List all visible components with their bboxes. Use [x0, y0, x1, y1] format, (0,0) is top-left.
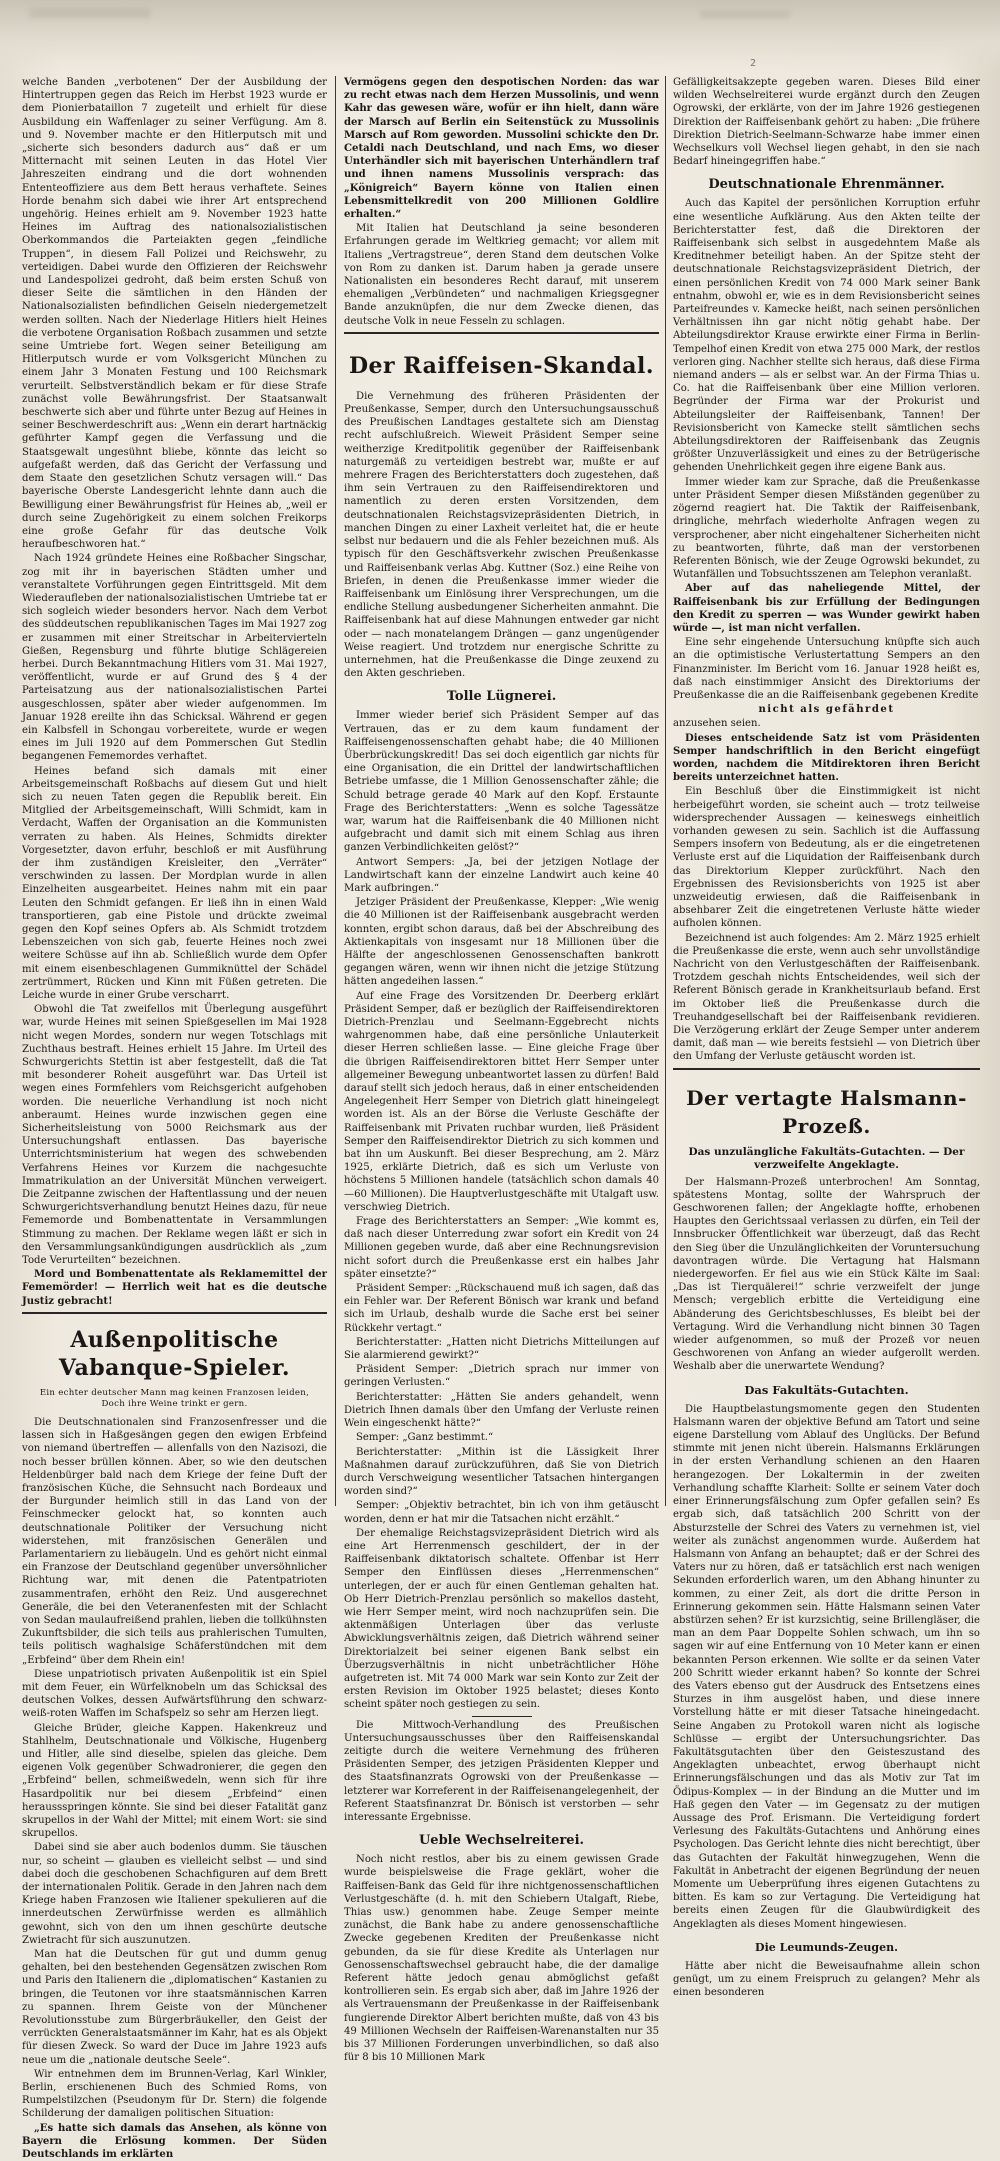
article-paragraph: Berichterstatter: „Hatten nicht Dietrichs Mitteilungen auf Sie alarmierend gewirkt?“ [344, 1336, 659, 1362]
article-paragraph: „Es hatte sich damals das Ansehen, als könne von Bayern die Erlösung kommen. Der Süden Deutschlands im erklärten [22, 2122, 327, 2161]
article-paragraph: Vermögens gegen den despotischen Norden: das war zu recht etwas nach dem Herzen Mussolinis, und wenn Kahr das gewesen wäre, wofür er ihn hielt, dann wäre der Marsch auf Berlin ein Seitenstück zu Mussolinis Marsch auf Rom geworden. Mussolini schickte den Dr. Cetaldi nach Deutschland, und nach Ems, wo dieser Unterhändler sich mit bayerischen Unterhändlern traf und ihnen namens Mussolinis versprach: das „Königreich“ Bayern könne von Italien einen Lebensmittelkredit von 200 Millionen Goldlire erhalten.“ [344, 77, 659, 221]
article-paragraph: Semper: „Objektiv betrachtet, bin ich von ihm getäuscht worden, denn er hat mir die Tatsachen nicht erzählt.“ [344, 1500, 659, 1525]
column-3 [673, 76, 980, 1999]
article-paragraph: Die Deutschnationalen sind Franzosenfresser und die lassen sich in Haßgesängen gegen den ewigen Erbfeind von niemand übertreffen — allenfalls von den Nazisozi, die noch besser brüllen können. Aber, so wie den deutschen Heldenbürger bald nach dem Kriege der feine Duft der französischen Küche, die Sehnsucht nach Bordeaux und der Burgunder heimlich still in das Land von der Feinschmecker gelockt hat, so konnten auch deutschnationale Politiker der Versuchung nicht widerstehen, mit französischen Generälen und Parlamentariern zu liebäugeln. Und es gehört nicht einmal ein Franzose der Deutschland gegenüber unversöhnlicher Richtung war, mit denen die Patentpatrioten zusammentrafen, erhöht den Reiz. Und ausgerechnet Generäle, die bei den Veteranenfesten mit der Schlacht von Sedan maulaufreißend prahlen, lieben die tollkühnsten Zukunftsbilder, die sich teils aus prahlerischen Tumulten, teils politisch waghalsige Schäferstündchen mit dem „Erbfeind“ über dem Rhein ein! [22, 1416, 327, 1666]
subhead-leumunds-zeugen: Die Leumunds-Zeugen. [755, 1940, 898, 1954]
column-2 [344, 76, 659, 2064]
article-paragraph: Bezeichnend ist auch folgendes: Am 2. März 1925 erhielt die Preußenkasse die erste, wenn auch sehr unvollständige Nachricht von den Verlustgeschäften der Raiffeisenbank. Trotzdem geschah nichts Entscheidendes, weil sich der Referent Bönisch gerade in Krankheitsurlaub befand. Erst im Oktober ließ die Preußenkasse durch die Treuhandgesellschaft bei der Raiffeisenbank revidieren. Die Verzögerung erklärt der Zeuge Semper unter anderem damit, daß man — wie bereits festsiehl — von Dietrich über den Umfang der Verluste getäuscht worden ist. [673, 932, 980, 1063]
article-paragraph: Präsident Semper: „Dietrich sprach nur immer von geringen Verlusten.“ [344, 1364, 659, 1389]
article-paragraph: Immer wieder kam zur Sprache, daß die Preußenkasse unter Präsident Semper diesen Mißständen gegenüber zu zögernd reagiert hat. Die Taktik der Raiffeisenbank, dringliche, mehrfach wiederholte Anfragen wegen zu versprochener, aber nicht eingehaltener Sicherheiten nicht zu beantworten, führte, daß man der verstorbenen Referenten Bönisch, wie der Zeuge Ogrowski bekundet, zu Wutanfällen und Tobsuchtsszenen am Telephon veranlaßt. [673, 476, 980, 581]
article-paragraph: Der ehemalige Reichstagsvizepräsident Dietrich wird als eine Art Herrenmensch geschildert, der in der Raiffeisenbank diktatorisch schaltete. Offenbar ist Herr Semper den Einflüssen dieses „Herrenmenschen“ unterlegen, der er auch für einen Gentleman gehalten hat. Ob Herr Dietrich-Prenzlau persönlich so makellos dasteht, wie Herr Semper meint, wird noch nachzuprüfen sein. Die aktenmäßigen Unterlagen über das verluste Abwicklungsverhältnis zeigen, daß Dietrich während seiner Direktorialzeit bei seiner eigenen Bank selbst ein Überzugsverhältnis in nicht unbeträchtlicher Höhe aufgetreten ist. Mit 74 000 Mark war sein Konto zur Zeit der ersten Revision im Oktober 1925 belastet; dieses Konto scheint später noch gestiegen zu sein. [344, 1527, 659, 1711]
subhead-uebel-wechselreiterei: Ueble Wechselreiterei. [418, 1833, 585, 1849]
headline-aussenpolitische: Außenpolitische Vabanque-Spieler. [58, 1326, 291, 1381]
headline-halsmann-prozess: Der vertagte Halsmann-Prozeß. [686, 1085, 967, 1138]
article-paragraph: Obwohl die Tat zweifellos mit Überlegung ausgeführt war, wurde Heines mit seinen Spießgesellen im Mai 1928 nicht wegen Mordes, sondern nur wegen Totschlags mit Zuchthaus bestraft. Heines erhielt 15 Jahre. Im Urteil des Schwurgerichts Stettin ist aber festgestellt, daß die Tat mit besonderer Roheit ausgeführt war. Das Urteil ist wegen eines Formfehlers vom Reichsgericht aufgehoben worden. Die neuerliche Verhandlung ist noch nicht anberaumt. Heines wurde inzwischen gegen eine Sicherheitsleistung von 5000 Reichsmark aus der Untersuchungshaft entlassen. Das bayerische Unterrichtsministerium hat wegen des schwebenden Verfahrens Heines vor Kurzem die nachgesuchte Immatrikulation an der Universität München verweigert. Die Zeitpanne zwischen der Haftentlassung und der neuen Schwurgerichtsverhandlung benutzt Heines dazu, für neue Fememorde und Bombenattentate in Versammlungen Stimmung zu machen. Der Reklame wegen läßt er sich in den Versammlungsankündigungen ausdrücklich als „zum Tode Verurteilten“ bezeichnen. [22, 1004, 327, 1267]
article-paragraph: Frage des Berichterstatters an Semper: „Wie kommt es, daß nach dieser Unterredung zwar sofort ein Kredit von 24 Millionen gegeben wurde, daß aber eine Rechnungsrevision nicht sofort durch die Preußenkasse erst ein halbes Jahr später einsetzte?“ [344, 1216, 659, 1280]
motto-line: Ein echter deutscher Mann mag keinen Franzosen leiden, [39, 1387, 310, 1398]
article-paragraph: Dabei sind sie aber auch bodenlos dumm. Sie täuschen nur, so scheint — glauben es vielleicht selbst — und sind dabei doch die geschobenen Schachfiguren auf dem Brett der internationalen Politik. Gerade in den Jahren nach dem Kriege haben Franzosen wie Italiener spekulieren auf die innerdeutschen Zerwürfnisse werden es allmählich gewohnt, sich von den um ihnen geschürte deutsche Zwietracht für sich auszunutzen. [22, 1842, 327, 1946]
article-paragraph: Hätte aber nicht die Beweisaufnahme allein schon genügt, um zu einem Freispruch zu gelangen? Mehr als einen besonderen [673, 1960, 980, 1999]
subhead-tolle-luegnerei: Tolle Lügnerei. [446, 689, 557, 705]
article-paragraph: Diese unpatriotisch privaten Außenpolitik ist ein Spiel mit dem Feuer, ein Würfelknobeln um das Schicksal des deutschen Volkes, dessen Aufwärtsführung den schwarz-weiß-roten Waffen im Schafspelz so sehr am Herzen liegt. [22, 1668, 327, 1720]
article-paragraph: Die Vernehmung des früheren Präsidenten der Preußenkasse, Semper, durch den Untersuchungsausschuß des Preußischen Landtages gestaltete sich am Dienstag recht aufschlußreich. Wieweit Präsident Semper seine weitherzige Kreditpolitik gegenüber der Raiffeisenbank naturgemäß zu verteidigen bestrebt war, mußte er auf mehrere Fragen des Berichterstatters doch zugestehen, daß ihm sein Vertrauen zu den Raiffeisendirektoren und namentlich zu deren ersten Vorsitzenden, dem deutschnationalen Reichstagsvizepräsidenten Dietrich, in manchen Dingen zu einer Laxheit verleitet hat, die er heute selbst nur bedauern und die als Fehler bezeichnen muß. Als typisch für den Geschäftsverkehr zwischen Preußenkasse und Raiffeisenbank verlas Abg. Kuttner (Soz.) eine Reihe von Briefen, in denen die Preußenkasse immer wieder die Raiffeisenbank um Einlösung ihrer Versprechungen, um die endliche Stellung ausbedungener Sicherheiten anmahnt. Die Raiffeisenbank hat auf diese Mahnungen entweder gar nicht oder — nach monatelangem Drängen — ganz ungenügender Weise reagiert. Und trotzdem nur energische Schritte zu unternehmen, hat die Preußenkasse die Dinge zeuxend zu den Akten geschrieben. [344, 390, 659, 680]
article-separator [344, 332, 659, 334]
subhead-fakultaets-gutachten: Das Fakultäts-Gutachten. [744, 1382, 909, 1397]
article-paragraph: Man hat die Deutschen für gut und dumm genug gehalten, bei den bestehenden Gegensätzen zwischen Rom und Paris den Italienern die „diplomatischen“ Kastanien zu bringen, die Teutonen vor ihre staatsmännischen Karren zu spannen. Ihrem Geiste von der Münchener Revolutionsstube zum Bürgerbräukeller, den Geist der verrückten Generalstaatsmänner im Kahr, hat es als Objekt für diesen Zweck. So ward der Duce im Jahre 1923 aufs neue um die „nationale deutsche Seele“. [22, 1949, 328, 2066]
article-paragraph: Heines befand sich damals mit einer Arbeitsgemeinschaft Roßbachs auf diesem Gut und hielt sich zu neuen Taten gegen die Republik bereit. Ein Mitglied der Arbeitsgemeinschaft, Willi Schmidt, kam in Verdacht, Waffen der Organisation an die Kommunisten verraten zu haben. Als Heines, Schmidts direkter Vorgesetzter, davon erfuhr, beschloß er mit Ausführung der ihm zuständigen Kreisleiter, den „Verräter“ verschwinden zu lassen. Der Mordplan wurde in allen Einzelheiten ausgearbeitet. Heines nahm mit ein paar Leuten den Schmidt gefangen. Er ließ ihn in einen Wald transportieren, gab eine Pistole und drückte zweimal gegen den Kopf seines Opfers ab. Als Schmidt trotzdem Lebenszeichen von sich gab, feuerte Heines noch zwei weitere Schüsse auf ihn ab. Schließlich wurde dem Opfer mit einem eisenbeschlagenen Gummiknüttel der Schädel zertrümmert, Rücken und Kinn mit Füßen getreten. Die Leiche wurde in einer Grube verscharrt. [22, 765, 327, 1002]
article-paragraph: Der Halsmann-Prozeß unterbrochen! Am Sonntag, spätestens Montag, sollte der Wahrspruch der Geschworenen fallen; der Angeklagte hoffte, erhobenen Hauptes den Gerichtssaal verlassen zu dürfen, ein Teil der Innsbrucker Öffentlichkeit war überzeugt, daß das Recht den Sieg über die Unzulänglichkeiten der Voruntersuchung davontragen würde. Die Vertagung hat Halsmann niedergeworfen. Er fiel aus wie ein Stück Kälte im Saal: „Das ist Tierquälerei!“ schrie verzweifelt der junge Mensch; vergeblich erbitte die Verteidigung eine Abänderung des Gerichtsbeschlusses, Es bleibt bei der Vertagung. Wird die Verhandlung nicht binnen 30 Tagen wieder aufgenommen, so muß der Prozeß vor neuen Geschworenen von Anfang an wieder aufgerollt werden. Weshalb aber die unerwartete Wendung? [673, 1176, 980, 1373]
column-1 [22, 76, 328, 2161]
article-paragraph: anzusehen seien. [673, 718, 761, 730]
article-paragraph: Gefälligkeitsakzepte gegeben waren. Dieses Bild einer wilden Wechselreiterei wurde ergänzt durch den Zeugen Ogrowski, der erklärte, von der im Jahre 1926 gestiegenen Direktion der Raiffeisenbank gehört zu haben: „Die frühere Direktion Dietrich-Seelmann-Schwarze habe immer einen Wechselkurs voll Wechsel liegen gehabt, in den sie nach Bedarf hineingegriffen habe.“ [673, 77, 980, 168]
article-paragraph: Ein Beschluß über die Einstimmigkeit ist nicht herbeigeführt worden, sie scheint auch — trotz teilweise widersprechender Aussagen — keineswegs einheitlich vorhanden gewesen zu sein. Sachlich ist die Auffassung Sempers insofern von Bedeutung, als er die eingetretenen Verluste erst auf die Liquidation der Raiffeisenbank durch das Direktorium Klepper zurückführt. Nach den Ergebnissen des Revisionsberichts von 1925 ist aber unzweideutig erwiesen, daß die Raiffeisenbank in absehbarer Zeit die eingetretenen Verluste hätte wieder aufholen können. [673, 786, 980, 930]
column-rule [335, 76, 336, 1506]
article-paragraph: Berichterstatter: „Hätten Sie anders gehandelt, wenn Dietrich Ihnen damals über den Umfang der Verluste reinen Wein eingeschenkt hätte?“ [344, 1391, 659, 1430]
article-paragraph: Nach 1924 gründete Heines eine Roßbacher Singschar, zog mit ihr in bayerischen Städten umher und veranstaltete Vorführungen gegen Eintrittsgeld. Mit dem Wiederaufleben der nationalsozialistischen Umtriebe tat er sich sogleich wieder besonders hervor. Nach dem Verbot des süddeutschen republikanischen Tages im Mai 1927 zog er zusammen mit einer Streitschar in Arbeitervierteln Gießen, Regensburg und führte blutige Schlägereien herbei. Durch Bekanntmachung Hitlers vom 31. Mai 1927, veröffentlicht, wurde er auf Grund des § 4 der Parteisatzung aus der nationalsozialistischen Partei ausgeschlossen, später aber wieder aufgenommen. Im Januar 1928 ereilte ihn das Schicksal. Während er gegen ein Kalbsfell in Schongau vorbereitete, wurde er wegen eines im Juli 1920 auf dem Pommerschen Gut Stedlin begangenen Fememordes verhaftet. [22, 553, 327, 763]
motto-line: Doch ihre Weine trinkt er gern. [101, 1398, 248, 1409]
article-paragraph: Die Hauptbelastungsmomente gegen den Studenten Halsmann waren der objektive Befund am Tatort und seine eigene Darstellung vom Ablauf des Unglücks. Der Befund stimmte mit jenen nicht überein. Halsmanns Erklärungen in der ersten Verhandlung schienen an den Haaren herangezogen. Der Lokaltermin in der zweiten Verhandlung schaffte Klarheit: Sollte er seinem Vater doch einer Erinnerungsfälschung zum Opfer gefallen sein? Es ergab sich, daß tatsächlich 200 Schritt von der Absturzstelle der Schrei des Vaters zu vernehmen ist, viel weiter als zunächst angenommen wurde. Außerdem hat Halsmann von Anfang an behauptet; daß er der Schrei des Vaters nur zu hören, daß er tatsächlich erst nach wenigen Sekunden erforderlich waren, um den Abhang hinunter zu kommen, zu einer Zeit, als dort die dritte Person in Erinnerung gekommen sein. Hätte Halsmann seinen Vater abstürzen sehen? Er ist kurzsichtig, seine Brillengläser, die man an dem Paar Doppelte Sohlen schwach, um ihn so sagen wir auf eine Entfernung von 10 Meter kann er einen bekannten Person erkennen. Wie sollte er da seinen Vater 200 Schritt wieder erkannt haben? So konnte der Schrei des Vaters ebenso gut der Ausdruck des Entsetzens eines Sturzes in ihm ausgelöst haben, und diese innere Vorstellung hätte er mit dieser Tatsache hineingedacht. Seine Angaben zu Protokoll waren nicht als logische Schlüsse — ergibt der Untersuchungsrichter. Das Fakultätsgutachten über den Geisteszustand des Angeklagten unbeachtet, erwog überhaupt nicht Erinnerungsfälschungen und das als Motiv zur Tat im Ödipus-Komplex — in der Bindung an die Mutter und im Haß gegen den Vater — im Gegensatz zu der mutigen Aussage des Prof. Erismann. Die Verteidigung fordert Verlesung des Fakultäts-Gutachtens und Anhörung eines Psychologen. Das Gericht lehnte dies nicht berechtigt, über das Gutachten der Fakultät hinwegzugehen, Wenn die Fakultät in Anbetracht der eigenen Begründung der neuen Momente um Ueberprüfung ihres eigenen Gutachtens zu bitten. Es kam so zur Vertagung. Die Verteidigung hat bereits einen Zeugen für die Glaubwürdigkeit des Angeklagten als dieses Moment hingewiesen. [673, 1403, 980, 1930]
article-paragraph: Auf eine Frage des Vorsitzenden Dr. Deerberg erklärt Präsident Semper, daß er bezüglich der Raiffeisendirektoren Dietrich-Prenzlau und Seelmann-Eggebrecht nichts wahrgenommen habe, daß eine persönliche Unlauterkeit dieser Herren schließen lasse. — Eine gleiche Frage über die übrigen Raiffeisendirektoren bittet Herr Semper unter allgemeiner Bewegung unbeantwortet lassen zu dürfen! Bald darauf stellt sich jedoch heraus, daß in einer entscheidenden Angelegenheit Herr Semper von Dietrich glatt hineingelegt worden ist. Als an der Börse die Verluste Geschäfte der Raiffeisenbank mit Privaten ruchbar wurden, ließ Präsident Semper den Raiffeisendirektor Dietrich zu sich kommen und bat ihn um Auskunft. Bei dieser Besprechung, am 2. März 1925, erklärte Dietrich, daß es sich um Verluste von höchstens 5 Millionen handele (tatsächlich schon damals 40—60 Millionen). Die Hauptverlustgeschäfte mit Utalgaft usw. verschwieg Dietrich. [344, 990, 659, 1213]
article-paragraph: Mit Italien hat Deutschland ja seine besonderen Erfahrungen gerade im Weltkrieg gemacht; vor allem mit Italiens „Vertragstreue“, deren Stand dem deutschen Volke von Rom zu danken ist. Darum haben ja gerade unsere Nationalisten ein besonderes Recht darauf, mit unserem ehemaligen „Verbündeten“ und nachmaligen Kriegsgegner Bande anzuknüpfen, die nur dem Zwecke dienen, das deutsche Volk in neue Fesseln zu schlagen. [344, 223, 659, 327]
article-paragraph: Jetziger Präsident der Preußenkasse, Klepper: „Wie wenig die 40 Millionen ist der Raiffeisenbank ausgebracht werden konnten, ergibt schon daraus, daß bei der Abschreibung des Aktienkapitals von insgesamt nur 18 Millionen über die Hälfte der angeschlossenen Genossenschaften bankrott gegangen wären, wenn wir ihnen nicht die jetzige Stützung hätten angedeihen lassen.“ [344, 897, 659, 988]
ink-smudge [700, 10, 790, 18]
article-paragraph: Dieses entscheidende Satz ist vom Präsidenten Semper handschriftlich in den Bericht eingefügt worden, nachdem die Mitdirektoren ihren Bericht bereits unterzeichnet hatten. [673, 732, 980, 784]
article-paragraph: Wir entnehmen dem im Brunnen-Verlag, Karl Winkler, Berlin, erschienenen Buch des Schmied Roms, von Rumpelstilzchen (Pseudonym für Dr. Stern) die folgende Schilderung der damaligen politischen Situation: [22, 2068, 327, 2120]
article-paragraph: Antwort Sempers: „Ja, bei der jetzigen Notlage der Landwirtschaft kann der einzelne Landwirt auch keine 40 Mark aufbringen.“ [344, 856, 659, 894]
article-paragraph: Aber auf das naheliegende Mittel, der Raiffeisenbank bis zur Erfüllung der Bedingungen den Kredit zu sperren — was Wunder gewirkt haben würde —, ist man nicht verfallen. [673, 583, 980, 634]
subhead-ehrenmaenner: Deutschnationale Ehrenmänner. [708, 177, 945, 193]
article-paragraph: Mord und Bombenattentate als Reklamemittel der Fememörder! — Herrlich weit hat es die deutsche Justiz gebracht! [22, 1269, 327, 1307]
article-paragraph: Immer wieder berief sich Präsident Semper auf das Vertrauen, das er zu dem kaum fundament der Raiffeisengenossenschaften gehabt habe; die 40 Millionen Überbrückungskredit! Das sei doch eigentlich gar nichts für eine Organisation, die ein Drittel der landwirtschaftlichen Betriebe umfasse, die 1 Million Genossenschafter zähle; die Schuld betrage gerade 40 Mark auf den Kopf. Erstaunte Frage des Berichterstatters: „Wenn es solche Tagessätze war, warum hat die Raiffeisenbank die 40 Millionen nicht aufgebracht und damit sich mit einem Schlag aus ihren ganzen Verbindlichkeiten gelöst?“ [344, 710, 659, 854]
article-paragraph: Semper: „Ganz bestimmt.“ [356, 1432, 494, 1444]
headline-raiffeisen-skandal: Der Raiffeisen-Skandal. [348, 352, 655, 379]
worn-top-edge [0, 0, 1000, 70]
ink-smudge [30, 8, 150, 18]
article-separator [22, 1312, 327, 1314]
article-paragraph: Berichterstatter: „Mithin ist die Lässigkeit Ihrer Maßnahmen darauf zurückzuführen, daß Sie von Dietrich durch Verschweigung wesentlicher Tatsachen hintergangen worden sind?“ [344, 1446, 659, 1498]
article-paragraph: Präsident Semper: „Rückschauend muß ich sagen, daß das ein Fehler war. Der Referent Bönisch war krank und befand sich im Urlaub, deshalb wurde die Sache erst bei seiner Rückkehr vertagt.“ [344, 1283, 659, 1334]
article-paragraph: Noch nicht restlos, aber bis zu einem gewissen Grade wurde beispielsweise die Frage geklärt, woher die Raiffeisen-Bank das Geld für ihre nichtgenossenschaftlichen Verlustgeschäfte (d. h. mit den Schiebern Utalgaft, Riebe, Thias usw.) genommen habe. Zeuge Semper meinte zunächst, die Bank habe zu andere genossenschaftliche Zwecke gegebenen Krediten der Preußenkasse nicht gebunden, da sie für diese Kredite als Unterlagen nur Genossenschaftswechsel gebraucht habe, die der damalige Referent hätte jedoch genau abmöglichst gefaßt kontrollieren sein. Es ergab sich aber, daß im Jahre 1926 der als Vertrauensmann der Preußenkasse in der Raiffeisenbank fungierende Direktor Albert berichten mußte, daß von 43 bis 49 Millionen Wechseln der Raiffeisen-Warenanstalten nur 35 bis 37 Millionen Forderungen unverbindlichen, so daß also für 8 bis 10 Millionen Mark [344, 1854, 659, 2064]
subheadline-halsmann: Das unzulängliche Fakultäts-Gutachten. — Der verzweifelte Angeklagte. [688, 1145, 965, 1171]
article-separator [673, 1068, 980, 1070]
article-paragraph: welche Banden „verbotenen“ Der der Ausbildung der Hintertruppen gegen das Reich im Herbst 1923 wurde er dem Pionierbataillon 7 zugeteilt und erhielt für diese Ausbildung ein Waffenlager zu seiner Verfügung. Am 8. und 9. November machte er den Hitlerputsch mit und „sicherte sich besonders dadurch aus“ daß er um Mitternacht mit seinen Leuten in das Hotel Vier Jahreszeiten eindrang und die dort wohnenden Ententeoffiziere aus dem Bett heraus verhaftete. Seines Horde benahm sich dabei wie ihrer Art entsprechend ungehörig. Heines erhielt am 9. November 1923 hatte Heines im Auftrag des nationalsozialistischen Oberkommandos die Parteiakten gegen „feindliche Truppen“, in diesem Fall Polizei und Reichswehr, zu verteidigen. Dabei wurde den Offizieren der Reichswehr und Landespolizei gedroht, daß beim ersten Schuß von dieser Seite die sämtlichen in den Händen der Nationalsozialisten befindlichen Geiseln niedergemetzelt werden sollten. Nach der Niederlage Hitlers hielt Heines die verbotene Organisation Roßbach zusammen und setzte seine Umtriebe fort. Wegen seiner Beteiligung am Hitlerputsch wurde er vom Volksgericht München zu einem Jahr 3 Monaten Festung und 100 Reichsmark verurteilt. Selbstverständlich bekam er für diese Strafe zunächst volle Bewährungsfrist. Der Staatsanwalt beschwerte sich aber und führte unter Bezug auf Heines in seiner Beschwerdeschrift aus: „Wenn ein derart hartnäckig geführter Kampf gegen die Verfassung und die Staatsgewalt ungesühnt bliebe, könnte das leicht so aufgefaßt werden, daß das Gericht der Verfassung und dem Staate den gesetzlichen Schutz versagen will.“ Das bayerische Oberste Landesgericht lehnte dann auch die Bewilligung einer Bewährungsfrist für Heines ab, „weil er durch seine Zugehörigkeit zu einem solchen Freikorps eine große Gefahr für das deutsche Volk heraufbeschworen hat.“ [22, 77, 327, 551]
page-mark: 2 [750, 58, 757, 69]
article-paragraph: Auch das Kapitel der persönlichen Korruption erfuhr eine wesentliche Aufklärung. Aus den Akten teilte der Berichterstatter fest, daß die Direktoren der Raiffeisenbank sich selbst in ausgedehntem Maße als Kreditnehmer beteiligt haben. An der Spitze steht der deutschnationale Reichstagsvizepräsident Dietrich, der einen persönlichen Kredit von 74 000 Mark seiner Bank entnahm, obwohl er, wie es in dem Revisionsbericht seines Parteifreundes v. Kamecke heißt, nach seinen persönlichen Verhältnissen ihn gar nicht nötig gehabt habe. Der Abteilungsdirektor Krause erwirkte einer Firma in Berlin-Tempelhof einen Kredit von etwa 275 000 Mark, der restlos verloren ging. Nachher stellte sich heraus, daß diese Firma niemand anders — als er selbst war. An der Firma Thias u. Co. hat die Raiffeisenbank über eine Million verloren. Begründer der Firma war der Prokurist und Abteilungsleiter der Raiffeisenbank, Tannen! Der Revisionsbericht von Kamecke stellt sämtlichen sechs Abteilungsdirektoren der Raiffeisenbank das Zeugnis größter Unzuverlässigkeit und eines zu der Betrügerische gehenden Unehrlichkeit gegen ihre eigene Bank aus. [673, 198, 980, 474]
article-paragraph: Eine sehr eingehende Untersuchung knüpfte sich auch an die optimistische Verlustertattung Sempers an den Finanzminister. Im Bericht vom 16. Januar 1928 heißt es, daß nach einstimmiger Ansicht des Direktoriums der Preußenkasse die an die Raiffeisenbank gegebenen Kredite [673, 637, 980, 701]
article-separator [472, 1716, 532, 1717]
article-paragraph: Gleiche Brüder, gleiche Kappen. Hakenkreuz und Stahlhelm, Deutschnationale und Völkische, Hugenberg und Hitler, alle sind dieselbe, spielen das gleiche. Dem eigenen Volk gegenüber Schwadronierer, die gegen den „Erbfeind“ bellen, schmeißwedeln, wenn sich für ihre Hasardpolitik nur bei diesem „Erbfeind“ einen heraussspringen könnte. Sie sind bei dieser Fatalität ganz skrupellos in der Wahl der Mittel; mit einem Wort: sie sind skrupellos. [22, 1722, 327, 1840]
column-rule [665, 76, 666, 1506]
article-paragraph: Die Mittwoch-Verhandlung des Preußischen Untersuchungsausschusses über den Raiffeisenskandal zeitigte durch die weitere Vernehmung des früheren Präsidenten Semper, des jetzigen Präsidenten Klepper und des Staatsfinanzrats Ogrowski von der Preußenkasse — letzterer war Korreferent in der Raiffeisenangelegenheit, der Referent Staatsfinanzrat Dr. Bönisch ist verstorben — sehr interessante Ergebnisse. [344, 1719, 659, 1823]
article-paragraph: nicht als gefährdet [758, 704, 895, 716]
